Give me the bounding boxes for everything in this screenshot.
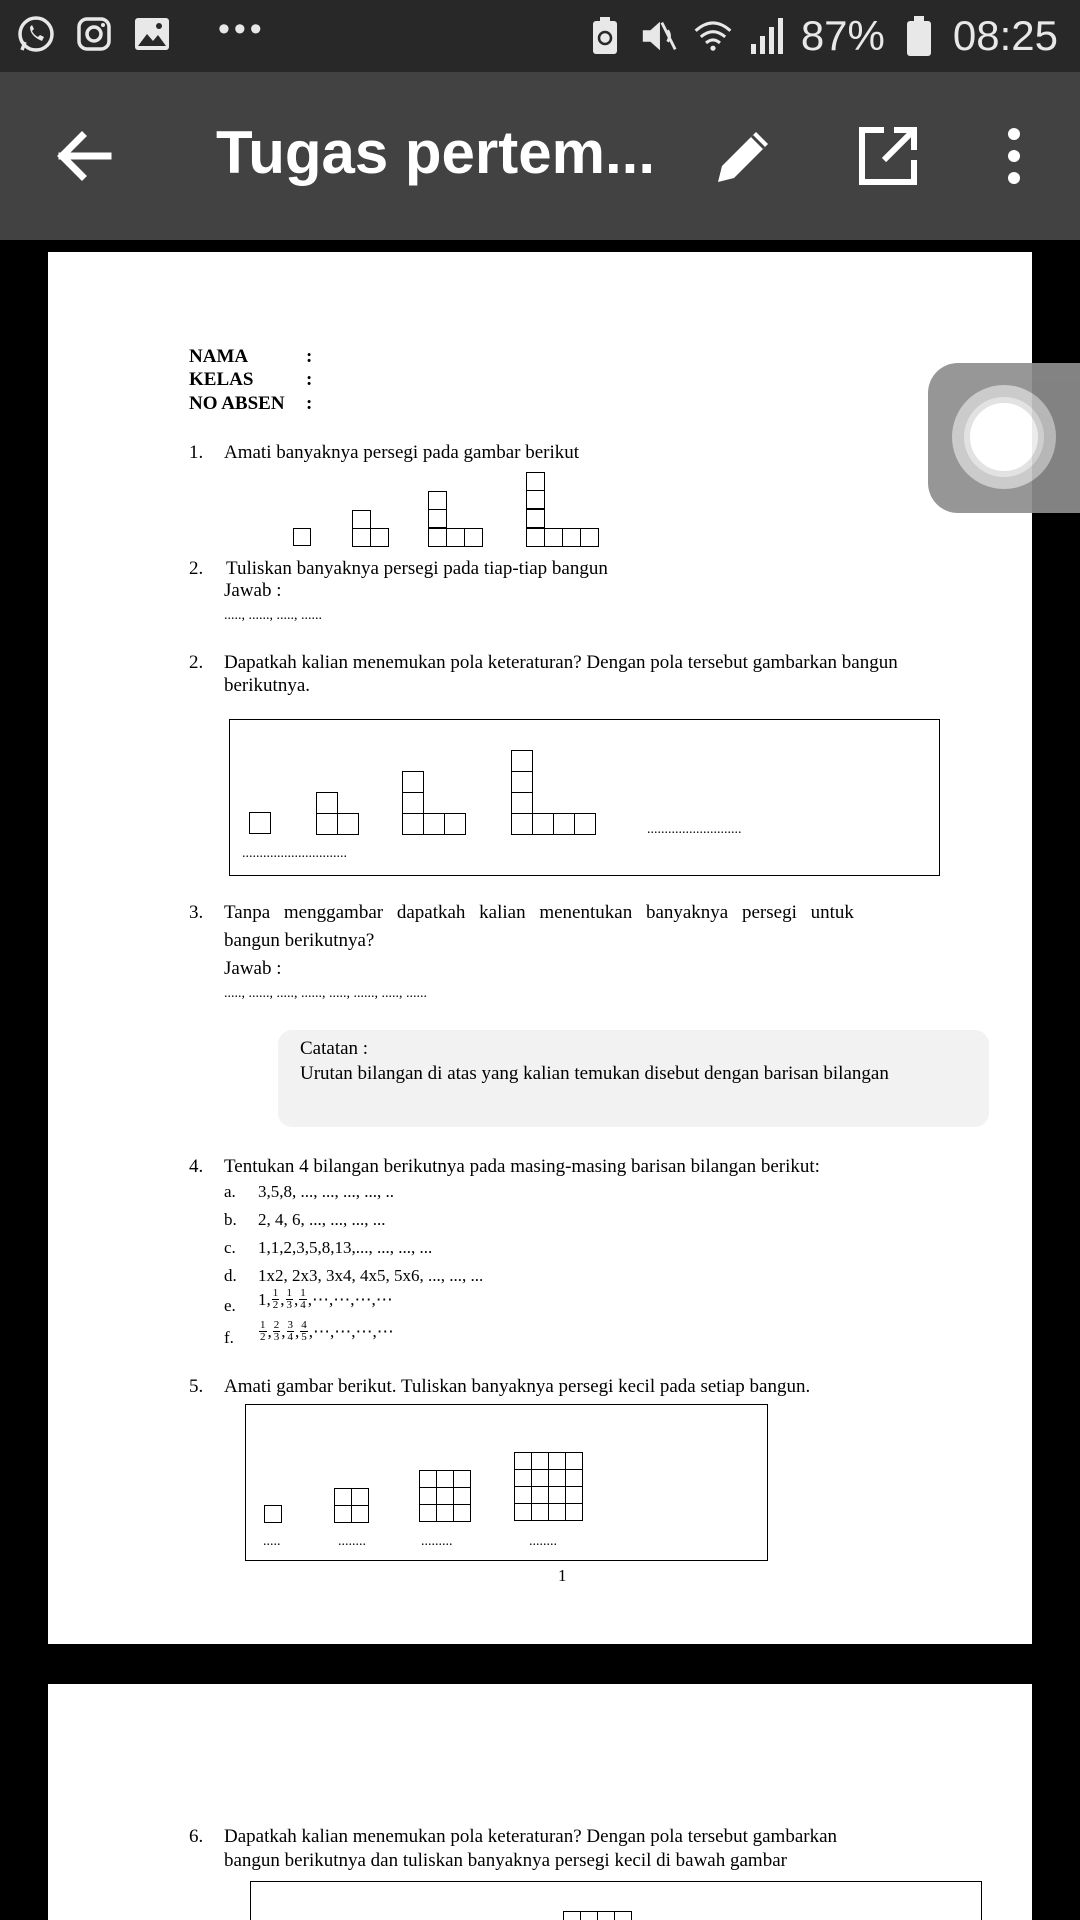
q4-f-numerator: 4 bbox=[301, 1319, 307, 1331]
note-box bbox=[278, 1030, 989, 1127]
q4-e-fraction bbox=[286, 1288, 294, 1311]
more-vert-icon bbox=[998, 124, 1030, 188]
note-text: Urutan bilangan di atas yang kalian temukan disebut dengan barisan bilangan bbox=[300, 1063, 889, 1084]
colon-absen: : bbox=[306, 393, 313, 414]
battery-icon bbox=[899, 16, 939, 56]
q3-text-line2: bangun berikutnya? bbox=[224, 930, 375, 951]
q2b-dots-right: ........................... bbox=[647, 822, 742, 837]
grid-cell bbox=[436, 1487, 454, 1505]
grid-cell bbox=[351, 1488, 369, 1506]
open-in-new-icon bbox=[856, 124, 920, 188]
q5-dots-4: ........ bbox=[529, 1534, 557, 1549]
app-bar bbox=[0, 72, 1080, 240]
document-title: Tugas pertem... bbox=[216, 119, 655, 186]
q1-text: Amati banyaknya persegi pada gambar berikut bbox=[224, 442, 580, 463]
open-external-button[interactable] bbox=[856, 124, 920, 188]
q5-number: 5. bbox=[189, 1376, 204, 1397]
q6-text-line2: bangun berikutnya dan tuliskan banyaknya persegi kecil di bawah gambar bbox=[224, 1850, 787, 1871]
grid-cell bbox=[453, 1504, 471, 1522]
more-notifications-icon: ••• bbox=[218, 9, 266, 48]
page-number: 1 bbox=[558, 1566, 567, 1585]
q4-f-numerator: 1 bbox=[260, 1319, 266, 1331]
label-no-absen: NO ABSEN bbox=[189, 393, 285, 414]
q3-number: 3. bbox=[189, 902, 204, 923]
q2a-answer-dots: ....., ......, ....., ...... bbox=[224, 608, 322, 623]
q2a-text: Tuliskan banyaknya persegi pada tiap-tiap bangun bbox=[226, 558, 608, 579]
q4-e-denominator: 2 bbox=[272, 1299, 279, 1311]
q5-drawing-box bbox=[245, 1404, 768, 1561]
q4-e-denominator: 3 bbox=[286, 1299, 292, 1311]
q4-f-denominator: 4 bbox=[287, 1331, 293, 1343]
q4-e-tail: ,⋯,⋯,⋯,⋯ bbox=[307, 1289, 393, 1309]
grid-cell bbox=[334, 1505, 352, 1523]
whatsapp-icon bbox=[16, 14, 56, 54]
grid-cell bbox=[436, 1470, 454, 1488]
assistive-floating-button[interactable] bbox=[928, 363, 1080, 513]
more-options-button[interactable] bbox=[998, 124, 1030, 188]
back-button[interactable] bbox=[52, 124, 116, 188]
q4-label-e: e. bbox=[224, 1296, 236, 1315]
q4-f-numerator: 2 bbox=[273, 1319, 280, 1331]
q4-e-comma: , bbox=[280, 1289, 285, 1309]
q4-e-numerator: 1 bbox=[272, 1287, 279, 1299]
q4-item-f bbox=[258, 1320, 394, 1343]
grid-cell bbox=[419, 1470, 437, 1488]
edit-button[interactable] bbox=[712, 124, 776, 188]
q4-f-tail: ,⋯,⋯,⋯,⋯ bbox=[308, 1321, 394, 1341]
q4-f-fraction bbox=[287, 1320, 295, 1343]
colon-kelas: : bbox=[306, 369, 313, 390]
q5-dots-2: ........ bbox=[338, 1534, 366, 1549]
grid-cell bbox=[548, 1469, 566, 1487]
q6-number: 6. bbox=[189, 1826, 204, 1847]
q4-f-denominator: 5 bbox=[301, 1331, 307, 1343]
q4-e-numerator: 1 bbox=[300, 1287, 306, 1299]
q5-text: Amati gambar berikut. Tuliskan banyaknya persegi kecil pada setiap bangun. bbox=[224, 1376, 811, 1397]
q4-item-b: 2, 4, 6, ..., ..., ..., ... bbox=[258, 1210, 386, 1229]
q5-dots-3: ......... bbox=[421, 1534, 453, 1549]
grid-cell bbox=[565, 1469, 583, 1487]
q4-f-numerator: 3 bbox=[287, 1319, 293, 1331]
q3-answer-dots: ....., ......, ....., ......, ....., ......, ....., ...... bbox=[224, 986, 427, 1001]
grid-cell bbox=[334, 1488, 352, 1506]
q4-f-fraction bbox=[259, 1320, 267, 1343]
grid-cell bbox=[565, 1452, 583, 1470]
q4-item-e bbox=[258, 1288, 393, 1311]
instagram-icon bbox=[74, 14, 114, 54]
q1-number: 1. bbox=[189, 442, 204, 463]
arrow-left-icon bbox=[52, 124, 116, 188]
grid-cell bbox=[514, 1469, 532, 1487]
q3-text-line1: Tanpa menggambar dapatkah kalian menentukan banyaknya persegi untuk bbox=[224, 902, 854, 923]
q4-number: 4. bbox=[189, 1156, 204, 1177]
note-title: Catatan : bbox=[300, 1038, 369, 1059]
q2a-jawab: Jawab : bbox=[224, 580, 282, 601]
battery-saver-icon bbox=[585, 16, 625, 56]
q4-text: Tentukan 4 bilangan berikutnya pada masing-masing barisan bilangan berikut: bbox=[224, 1156, 820, 1177]
q4-e-fraction bbox=[272, 1288, 280, 1311]
q4-label-d: d. bbox=[224, 1266, 237, 1285]
q4-label-a: a. bbox=[224, 1182, 236, 1201]
q4-f-denominator: 3 bbox=[273, 1331, 280, 1343]
q4-f-denominator: 2 bbox=[260, 1331, 266, 1343]
label-kelas: KELAS bbox=[189, 369, 254, 390]
q4-e-denominator: 4 bbox=[300, 1299, 306, 1311]
q4-label-c: c. bbox=[224, 1238, 236, 1257]
assistive-ring-icon bbox=[952, 385, 1056, 489]
signal-icon bbox=[747, 16, 787, 56]
q4-item-d: 1x2, 2x3, 3x4, 4x5, 5x6, ..., ..., ... bbox=[258, 1266, 484, 1285]
colon-nama: : bbox=[306, 346, 313, 367]
grid-cell bbox=[548, 1452, 566, 1470]
q4-f-comma: , bbox=[267, 1321, 272, 1341]
gallery-icon bbox=[132, 14, 172, 54]
pencil-icon bbox=[712, 124, 776, 188]
grid-cell bbox=[514, 1452, 532, 1470]
grid-cell bbox=[531, 1452, 549, 1470]
q2b-text-line2: berikutnya. bbox=[224, 675, 311, 696]
q6-text-line1: Dapatkah kalian menemukan pola keteraturan? Dengan pola tersebut gambarkan bbox=[224, 1826, 838, 1847]
wifi-icon bbox=[693, 16, 733, 56]
grid-cell bbox=[531, 1503, 549, 1521]
q2b-dots-left: .............................. bbox=[242, 846, 347, 861]
grid-cell bbox=[419, 1487, 437, 1505]
q4-f-comma: , bbox=[295, 1321, 300, 1341]
q4-f-comma: , bbox=[281, 1321, 286, 1341]
q3-jawab: Jawab : bbox=[224, 958, 282, 979]
grid-cell bbox=[565, 1486, 583, 1504]
grid-cell bbox=[565, 1503, 583, 1521]
q4-e-lead: 1, bbox=[258, 1289, 271, 1309]
q4-item-a: 3,5,8, ..., ..., ..., ..., .. bbox=[258, 1182, 394, 1201]
q2b-number: 2. bbox=[189, 652, 204, 673]
status-bar bbox=[0, 0, 1080, 72]
grid-cell bbox=[531, 1486, 549, 1504]
q4-e-numerator: 1 bbox=[286, 1287, 292, 1299]
battery-percent: 87% bbox=[800, 12, 885, 59]
grid-cell bbox=[453, 1470, 471, 1488]
mute-icon bbox=[639, 16, 679, 56]
grid-cell bbox=[453, 1487, 471, 1505]
q4-e-comma: , bbox=[294, 1289, 299, 1309]
q2a-number: 2. bbox=[189, 558, 204, 579]
q4-e-fraction bbox=[299, 1288, 307, 1311]
grid-cell bbox=[531, 1469, 549, 1487]
label-nama: NAMA bbox=[189, 346, 249, 367]
grid-cell bbox=[514, 1486, 532, 1504]
grid-cell bbox=[548, 1486, 566, 1504]
q5-dots-1: ..... bbox=[263, 1534, 281, 1549]
grid-cell bbox=[436, 1504, 454, 1522]
q4-item-c: 1,1,2,3,5,8,13,..., ..., ..., ... bbox=[258, 1238, 433, 1257]
grid-cell bbox=[351, 1505, 369, 1523]
q4-label-b: b. bbox=[224, 1210, 237, 1229]
grid-cell bbox=[548, 1503, 566, 1521]
document-page-2 bbox=[48, 1684, 1032, 1920]
q4-label-f: f. bbox=[224, 1328, 234, 1347]
clock: 08:25 bbox=[952, 12, 1058, 59]
q4-f-fraction bbox=[300, 1320, 308, 1343]
q4-f-fraction bbox=[273, 1320, 281, 1343]
document-page-1 bbox=[48, 252, 1032, 1644]
grid-cell bbox=[419, 1504, 437, 1522]
q2b-text-line1: Dapatkah kalian menemukan pola keteraturan? Dengan pola tersebut gambarkan bangun bbox=[224, 652, 898, 673]
grid-cell bbox=[514, 1503, 532, 1521]
